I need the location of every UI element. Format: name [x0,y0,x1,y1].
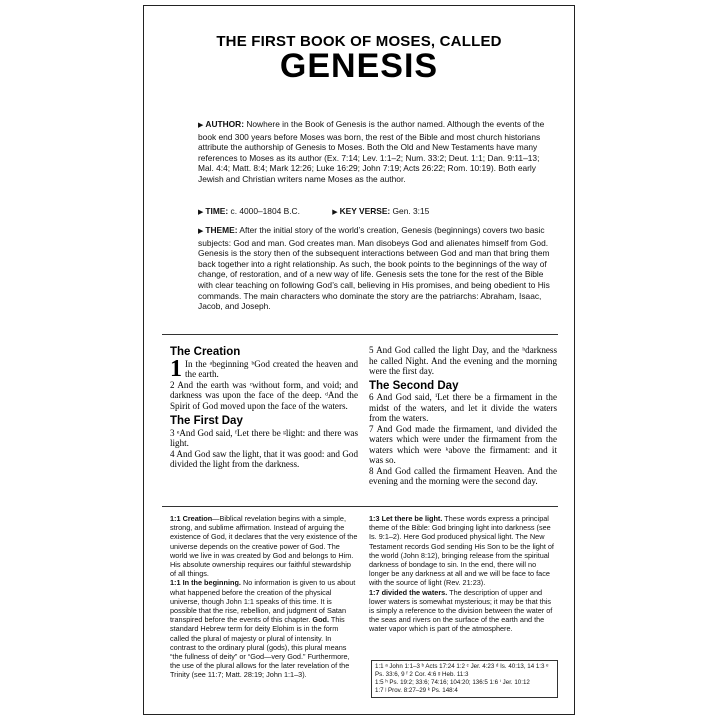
verse-1 [170,355,358,382]
triangle-bullet-icon: ▶ [198,209,204,216]
author-text: Nowhere in the Book of Genesis is the author named. Although the events of the book end 300 years before Moses was born, the rest of the Bible and most church historians attribute the authorship of Genesis to Moses. Both the Old and New Testaments have many references to Moses as its author (Ex. 7:14; Lev. 1:1–2; Num. 33:2; Deut. 1:1; Dan. 9:11–13; Mal. 4:4; Matt. 8:4; Mark 12:26; Luke 16:29; John 7:19; Acts 26:22; Rom. 10:19). Both early Jewish and Christian writers name Moses as the author. [198,119,545,184]
verse-1-text: In the ᵃbeginning ᵇGod created the heaven and the earth. [185,358,358,379]
time-label: TIME: [205,206,229,216]
chapter-number: 1 [170,355,182,382]
note-1-3-light [369,514,557,588]
crossref-line: 1:1 ᵃ John 1:1–3 ᵇ Acts 17:24 1:2 ᶜ Jer. 4:23 ᵈ Is. 40:13, 14 1:3 ᵉ Ps. 33:6, 9 ᶠ 2 Cor. 4:6 ᵍ Heb. 11:3 [375,663,549,678]
note-text: No information is given to us about what happened before the creation of the physical universe, though John 1:1 speaks of this time. It is possible that the rise, rebellion, and judgment of Satan transpired before the events of this chapter. [170,578,356,625]
study-notes-right [369,514,557,634]
verse-8: 8 And God called the firmament Heaven. And the evening and the morning were the second day. [369,465,557,486]
note-label: 1:1 Creation [170,514,213,523]
note-text: These words express a principal theme of the Bible: God bringing light into darkness (see Is. 9:1–2). Here God produced physical light. The New Testament records God sending His Son to be the light of the world (John 8:12), bringing release from the spiritual darkness of bondage to sin. In the end, there will no longer be any darkness at all and we will be face to face with the source of light (Rev. 21:23). [369,514,554,588]
triangle-bullet-icon: ▶ [198,122,204,129]
notes-divider [162,506,558,507]
section-heading-second-day: The Second Day [369,379,459,392]
triangle-bullet-icon: ▶ [198,228,204,235]
crossref-line: 1:5 ʰ Ps. 19:2; 33:6; 74:16; 104:20; 136:5 1:6 ⁱ Jer. 10:12 [375,678,530,686]
keyverse-value: Gen. 3:15 [392,206,430,216]
author-paragraph [198,119,550,185]
verse-5: 5 And God called the light Day, and the ʰdarkness he called Night. And the evening and the morning were the first day. [369,345,557,376]
time-value: c. 4000–1804 B.C. [230,206,300,216]
scripture-column-left [170,345,358,470]
triangle-bullet-icon: ▶ [332,209,338,216]
note-1-7-waters [369,588,557,634]
verse-2: 2 And the earth was ᶜwithout form, and void; and darkness was upon the face of the deep. ᵈAnd the Spirit of God moved upon the face of the waters. [170,379,358,411]
note-text: —Biblical revelation begins with a simple, strong, and sublime affirmation. Instead of arguing the existence of God, it declares that the very existence of the universe depends on the creative power of God. The world we live in was created by God and belongs to Him. His absolute ownership requires our faithful stewardship of all things. [170,514,358,579]
cross-reference-box [371,660,558,698]
author-label: AUTHOR: [205,119,245,129]
note-label: 1:7 divided the waters. [369,587,448,597]
note-text: This standard Hebrew term for deity Elohim is in the form called the plural of majesty or plural of intensity. In contrast to the ordinary plural (gods), this plural means “the fullness of deity” or “God—very God.” Furthermore, the use of the plural allows for the later revelation of the Trinity (see 11:7; Matt. 28:19; John 1:1–3). [170,615,350,680]
bible-page [143,5,575,715]
theme-label: THEME: [205,225,238,235]
book-title: GENESIS [279,47,439,85]
crossref-line: 1:7 ʲ Prov. 8:27–29 ᵏ Ps. 148:4 [375,686,458,694]
scripture-column-right [369,345,557,487]
book-subtitle: THE FIRST BOOK OF MOSES, CALLED [216,33,502,50]
time-entry [198,206,300,219]
study-notes-left [170,514,358,680]
time-keyverse-line [198,206,550,219]
note-label: 1:1 In the beginning. [170,578,241,588]
note-1-1-beginning [170,578,358,679]
verse-3: 3 ᵉAnd God said, ᶠLet there be ᵍlight: and there was light. [170,427,358,448]
note-sublabel: God. [312,615,330,625]
verse-4: 4 And God saw the light, that it was good: and God divided the light from the darkness. [170,448,358,469]
note-1-1-creation [170,514,358,578]
note-text: The description of upper and lower waters is somewhat mysterious; it may be that this is simply a reference to the division between the water of the seas and rivers on the surface of the earth and the water vapor which is part of the atmosphere. [369,587,553,634]
section-divider [162,334,558,335]
keyverse-entry [332,206,429,219]
section-heading-first-day: The First Day [170,415,243,427]
theme-paragraph [198,225,550,312]
verse-6: 6 And God said, ⁱLet there be a firmament in the midst of the waters, and let it divide the waters from the waters. [369,392,557,423]
verse-7: 7 And God made the firmament, ʲand divided the waters which were under the firmament from the waters which were ᵏabove the firmament: and it was so. [369,423,557,465]
keyverse-label: KEY VERSE: [339,206,391,216]
theme-text: After the initial story of the world’s creation, Genesis (beginnings) covers two basic subjects: God and man. God creates man. Man disobeys God and alienates himself from God. Genesis is the story then of the subsequent interactions between God and man that bring them back together into a right relationship. As such, the book points to the beginnings of the way of change, of restoration, and of a new way of life. Genesis sets the tone for the rest of the Bible with clear teaching on following God’s call, believing in His promises, and being obedient to His commands. The main characters who dominate the story are the patriarchs: Abraham, Isaac, Jacob, and Joseph. [198,225,550,312]
section-heading-creation: The Creation [170,346,241,358]
note-label: 1:3 Let there be light. [369,514,443,523]
